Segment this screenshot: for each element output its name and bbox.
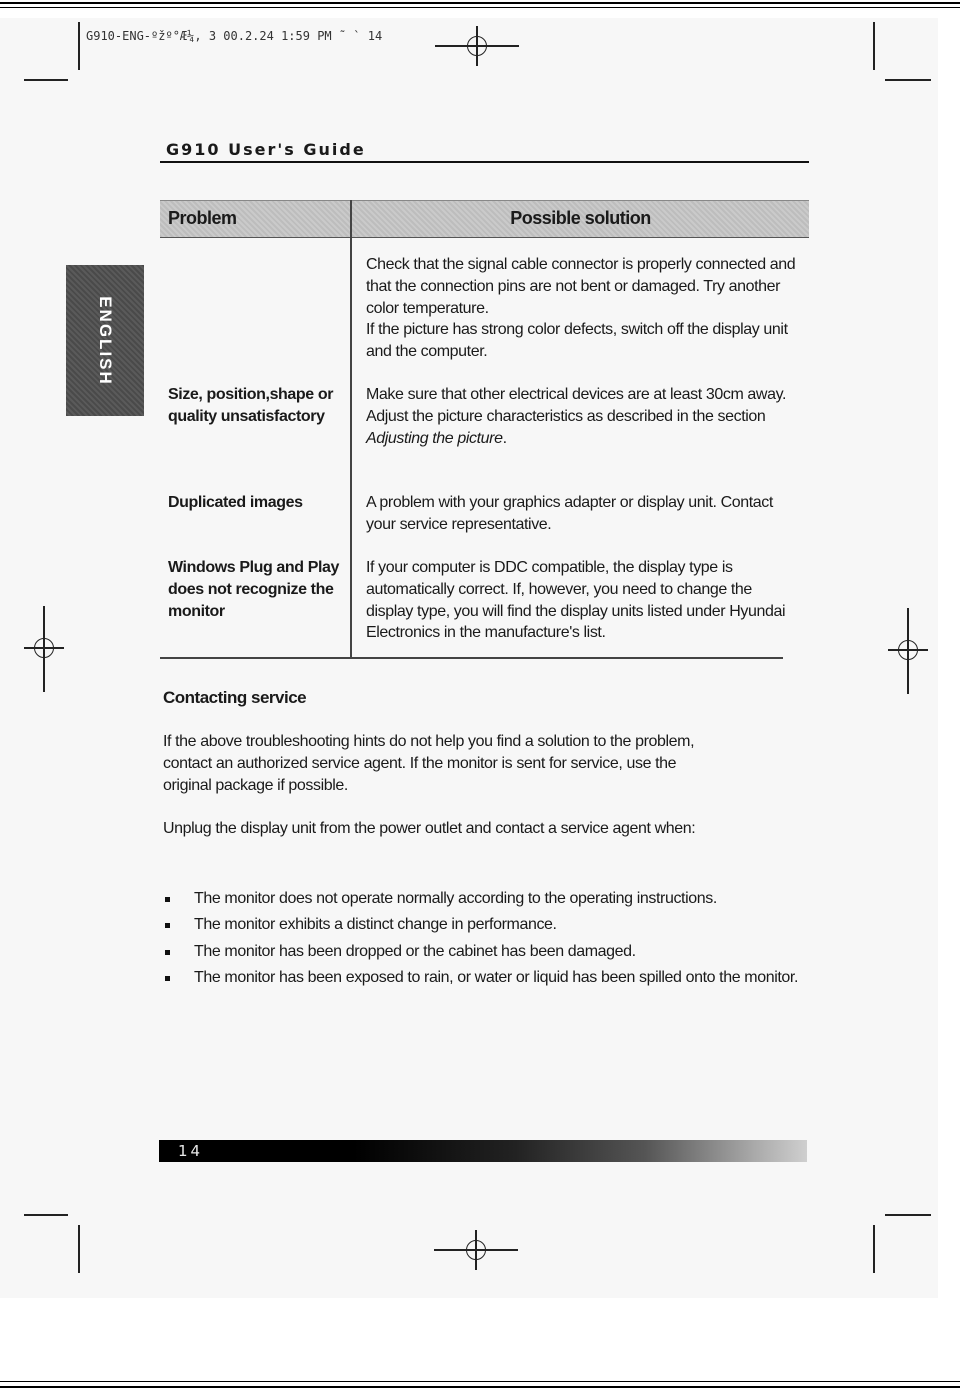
- bullet-icon: [165, 897, 170, 902]
- list-item: The monitor does not operate normally according to the operating instructions.: [163, 888, 813, 910]
- bullet-list: [163, 888, 813, 993]
- bullet-icon: [165, 923, 170, 928]
- solution-cell: A problem with your graphics adapter or display unit. Contact your service representative.: [366, 494, 773, 533]
- crop-mark: [78, 22, 80, 70]
- crop-mark: [873, 22, 875, 70]
- column-header-problem: Problem: [168, 208, 237, 228]
- solution-cell: If your computer is DDC compatible, the display type is automatically correct. If, however, you need to change the display type, you will find the display units listed under Hyundai Electronics in the manufacture's list.: [366, 559, 786, 642]
- section-heading: Contacting service: [163, 688, 307, 707]
- bottom-frame-line-outer: [0, 1386, 960, 1388]
- bottom-frame-line: [0, 1381, 960, 1382]
- crop-mark: [24, 79, 68, 81]
- solution-cell: [366, 384, 802, 449]
- top-frame-line-inner: [0, 7, 960, 8]
- header-rule: [160, 161, 809, 163]
- crop-mark: [873, 1225, 875, 1273]
- problem-cell: Windows Plug and Play does not recognize the monitor: [168, 559, 340, 620]
- top-frame-line: [0, 2, 960, 4]
- solution-cell: Check that the signal cable connector is properly connected and that the connection pins are not bent or damaged. Try another color temperature. If the picture has strong color defects, switch off the display unit and the computer.: [366, 256, 796, 361]
- paragraph: If the above troubleshooting hints do not help you find a solution to the problem, contact an authorized service agent. If the monitor is sent for service, use the original package if possible.: [163, 733, 695, 794]
- registration-mark-icon: [457, 26, 497, 66]
- crop-mark: [885, 79, 931, 81]
- problem-cell: Size, position,shape or quality unsatisfactory: [168, 386, 334, 425]
- footer-bar: [159, 1140, 807, 1162]
- language-side-tab: [66, 265, 144, 416]
- bullet-icon: [165, 976, 170, 981]
- crop-mark: [78, 1225, 80, 1273]
- list-item: The monitor exhibits a distinct change in performance.: [163, 914, 813, 936]
- list-item: The monitor has been dropped or the cabinet has been damaged.: [163, 941, 813, 963]
- registration-mark-icon: [24, 628, 64, 668]
- list-item: The monitor has been exposed to rain, or water or liquid has been spilled onto the monitor.: [163, 967, 813, 989]
- language-label: ENGLISH: [96, 295, 115, 386]
- solution-text: Make sure that other electrical devices are at least 30cm away. Adjust the picture characteristics as described in the section: [366, 386, 787, 425]
- paragraph: Unplug the display unit from the power outlet and contact a service agent when:: [163, 820, 696, 837]
- page-header-title: G910 User's Guide: [166, 140, 366, 159]
- bullet-icon: [165, 950, 170, 955]
- crop-mark: [885, 1214, 931, 1216]
- solution-text-end: .: [502, 429, 507, 447]
- problem-cell: Duplicated images: [168, 494, 303, 511]
- column-divider: [350, 200, 352, 658]
- crop-mark: [24, 1214, 68, 1216]
- registration-mark-icon: [456, 1230, 496, 1270]
- page-number: 14: [178, 1142, 204, 1160]
- section-reference: Adjusting the picture: [366, 429, 503, 447]
- print-slug: G910-ENG-ºžº°Æ¼, 3 00.2.24 1:59 PM ˜ ` 14: [86, 29, 383, 43]
- table-bottom-rule: [160, 657, 783, 659]
- registration-mark-icon: [888, 630, 928, 670]
- column-header-solution: Possible solution: [510, 208, 651, 228]
